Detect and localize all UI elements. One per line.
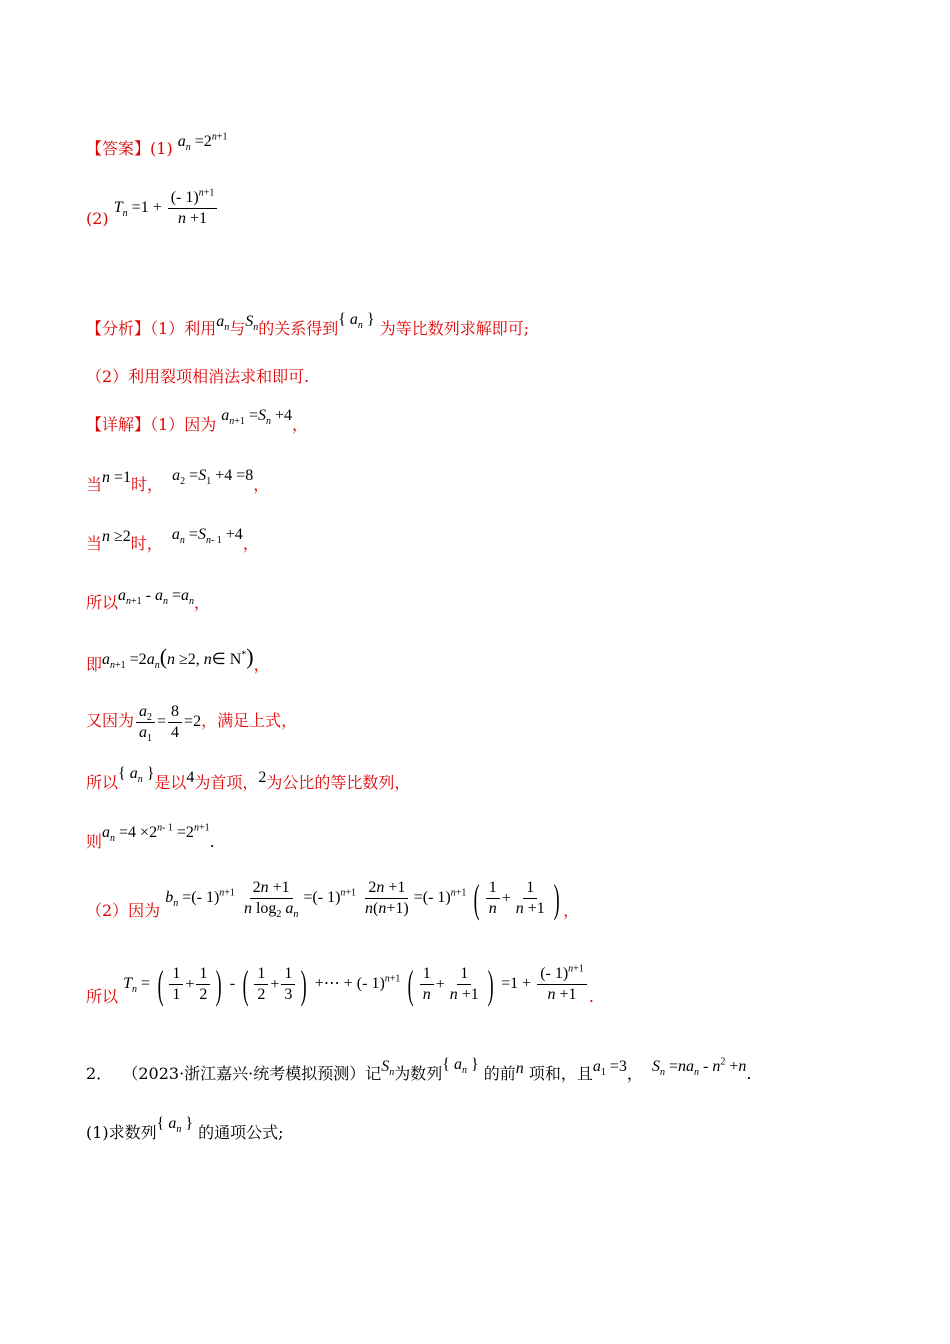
detail-text: 即 [86, 655, 103, 674]
formula-set-an: { $a_n$ } [118, 765, 155, 786]
formula-a1: $a_1 =3$ [592, 1058, 627, 1079]
detail-text: ， [194, 593, 211, 612]
detail-tag: 【详解】 [86, 415, 151, 434]
analysis-text: 的关系得到 [258, 319, 339, 338]
formula-sn-inline: $S_n$ [245, 313, 259, 334]
detail-text: ， [292, 415, 309, 434]
answer-line-2 [86, 188, 219, 229]
formula-set-an: { $a_n$ } [156, 1115, 194, 1136]
detail-text: （1）因为 [150, 415, 217, 434]
question-text: . [746, 1064, 752, 1083]
question-2-stem [86, 1056, 752, 1086]
detail-line-4 [86, 587, 211, 615]
formula-ratio: $\frac{a_2}{a_1}$ = $\frac{8}{4}$ =2 [134, 713, 201, 730]
formula-diff: $a_{n+1} - a_n =a_n$ [118, 587, 195, 608]
detail-text: ， [563, 901, 580, 921]
detail-text: 所以 [86, 987, 119, 1007]
analysis-text: 与 [229, 319, 246, 338]
question-text: ， [626, 1064, 643, 1083]
answer-part2-label: (2) [86, 209, 109, 229]
formula-n: n [515, 1060, 524, 1077]
formula-set-an: { $a_n$ } [338, 311, 375, 332]
formula-set-an: { $a_n$ } [442, 1056, 479, 1077]
formula-tn-sum: $T_n$ = ( $\frac{1}{1}$ + $\frac{1}{2}$ ) - ( $\frac{1}{2}$ + $\frac{1}{3}$ ) +⋯ + (- 1)$^{n+1}$ ( $\frac{1}{n}$ + $\frac{1}{n +1}$ ) =1 + $\frac{(- 1)^{n+1}}{n +1}$ [123, 975, 589, 992]
formula-bn: $b_n$ =(- 1)$^{n+1}$ $\frac{2n +1}{n \log_2 a_n}$ =(- 1)$^{n+1}$ $\frac{2n +1}{n(n+1)}$ =(- 1)$^{n+1}$ ( $\frac{1}{n}$ + $\frac{1}{n +1}$ ) [165, 875, 560, 921]
question-text: 项和，且 [528, 1064, 593, 1083]
formula-general-term: $a_n =4 \times 2^{n- 1} =2^{n+1}$ [102, 822, 210, 845]
analysis-text: （1）利用 [150, 319, 217, 338]
detail-text: . [209, 832, 215, 851]
detail-text: 是以 [154, 773, 187, 792]
formula-n-ge-2: n ≥2 [102, 528, 131, 545]
question-source: （2023·浙江嘉兴·统考模拟预测）记 [122, 1064, 382, 1083]
formula-tn: $T_n =1$ + $\frac{(- 1)^{n+1}}{n +1}$ [114, 199, 220, 216]
question-text: 为数列 [394, 1064, 443, 1083]
detail-text: ，满足上式， [201, 711, 298, 731]
formula-geom: $a_{n+1} =2a_n(n \ge 2$, n∈ N*) [102, 644, 254, 672]
formula-four: 4 [186, 769, 195, 786]
detail-line-7 [86, 765, 411, 795]
detail-text: 所以 [86, 773, 119, 792]
formula-sn-inline: $S_n$ [381, 1058, 395, 1079]
detail-line-3 [86, 526, 259, 556]
detail-text: ， [253, 475, 270, 494]
analysis-text: 为等比数列求解即可; [379, 319, 530, 338]
detail-line-5 [86, 644, 270, 677]
question-2-part-1 [86, 1115, 284, 1145]
detail-text: 则 [86, 832, 103, 851]
detail-line-8 [86, 822, 215, 854]
question-text: 的前 [483, 1064, 516, 1083]
detail-text: 所以 [86, 593, 119, 612]
answer-line-1 [86, 131, 228, 161]
formula-an-inline: $a_n$ [216, 313, 230, 334]
detail-line-2 [86, 467, 270, 497]
detail-text: 为首项， [194, 773, 259, 792]
detail-text: ， [253, 655, 270, 674]
detail-line-9 [86, 875, 580, 921]
detail-line-6 [86, 702, 297, 743]
answer-part1-label: (1) [150, 139, 173, 158]
detail-text: . [588, 987, 594, 1007]
detail-text: 又因为 [86, 711, 135, 731]
formula-an: $a_n =2^{n+1}$ [177, 131, 228, 154]
analysis-tag: 【分析】 [86, 319, 151, 338]
formula-two: 2 [258, 769, 267, 786]
detail-text: 时， [130, 534, 163, 553]
formula-sn-def: $S_n =na_n - n^2 +n$ [652, 1056, 747, 1079]
question-text: (1)求数列 [86, 1123, 157, 1142]
detail-text: ， [242, 534, 259, 553]
detail-text: 为公比的等比数列， [266, 773, 411, 792]
formula-n-eq-1: n =1 [102, 469, 132, 486]
formula-an-sn1: $a_n =S_{n- 1} +4$ [171, 526, 243, 547]
detail-text: （2）因为 [86, 901, 161, 921]
answer-tag: 【答案】 [86, 139, 151, 158]
detail-text: 当 [86, 475, 103, 494]
detail-line-1 [86, 407, 309, 437]
question-text: 的通项公式; [198, 1123, 284, 1142]
detail-text: 时， [131, 475, 164, 494]
detail-line-10 [86, 961, 594, 1007]
analysis-line-2: （2）利用裂项相消法求和即可. [86, 367, 310, 386]
detail-text: 当 [86, 534, 103, 553]
question-number: 2． [86, 1064, 113, 1083]
formula-recurrence: $a_{n+1} =S_n +4$ [221, 407, 292, 428]
analysis-line-1 [86, 311, 530, 341]
formula-a2: $a_2 =S_1 +4 =8$ [172, 467, 254, 488]
